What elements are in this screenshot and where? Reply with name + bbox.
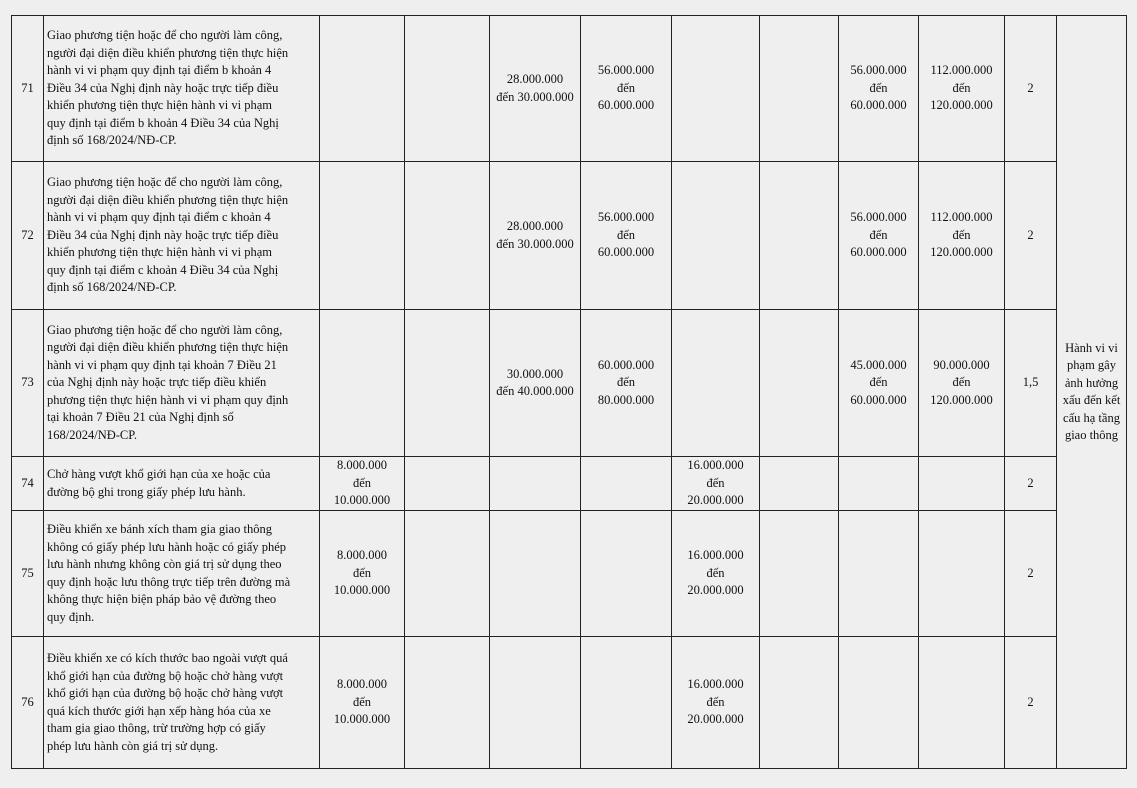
description-line: khổ giới hạn của đường bộ hoặc chở hàng vượt <box>47 686 284 700</box>
description-line: hành vi vi phạm quy định tại điểm b khoản 4 <box>47 63 272 78</box>
description-line: người đại diện điều khiển phương tiện thực hiện <box>47 45 289 60</box>
fine-cell-c5 <box>672 162 760 310</box>
fine-cell-c2 <box>405 637 490 769</box>
fine-cell-c1: 8.000.000 đến 10.000.000 <box>320 511 405 637</box>
fine-cell-c3: 28.000.000 đến 30.000.000 <box>490 162 581 310</box>
fine-cell-c7: 56.000.000 đến 60.000.000 <box>839 162 919 310</box>
description-line: 168/2024/NĐ-CP. <box>47 427 137 442</box>
fine-cell-c6 <box>760 457 839 511</box>
points-cell: 2 <box>1005 457 1057 511</box>
description-line: hành vi vi phạm quy định tại điểm c khoản 4 <box>47 210 271 225</box>
description-line: quy định tại điểm b khoản 4 Điều 34 của Nghị <box>47 115 279 130</box>
fine-cell-c4: 56.000.000 đến 60.000.000 <box>581 162 672 310</box>
table-row <box>12 511 1127 637</box>
row-number: 72 <box>12 162 44 310</box>
fines-table <box>11 15 1127 769</box>
description-line: quá kích thước giới hạn xếp hàng hóa của xe <box>47 703 271 718</box>
table-row <box>12 162 1127 310</box>
description-line: Điều 34 của Nghị định này hoặc trực tiếp điều <box>47 80 279 95</box>
row-number: 76 <box>12 637 44 769</box>
fine-cell-c2 <box>405 16 490 162</box>
violation-description <box>44 637 320 769</box>
points-cell: 1,5 <box>1005 310 1057 457</box>
violation-description <box>44 511 320 637</box>
fine-cell-c3 <box>490 637 581 769</box>
fine-cell-c7 <box>839 511 919 637</box>
description-line: định số 168/2024/NĐ-CP. <box>47 280 177 295</box>
description-line: Chở hàng vượt khổ giới hạn của xe hoặc của <box>47 467 271 481</box>
fine-cell-c2 <box>405 457 490 511</box>
fine-cell-c6 <box>760 310 839 457</box>
violation-description <box>44 16 320 162</box>
fine-cell-c7 <box>839 637 919 769</box>
description-line: định số 168/2024/NĐ-CP. <box>47 133 177 148</box>
fine-cell-c4: 56.000.000 đến 60.000.000 <box>581 16 672 162</box>
fine-cell-c1: 8.000.000 đến 10.000.000 <box>320 457 405 511</box>
fine-cell-c2 <box>405 162 490 310</box>
row-number: 75 <box>12 511 44 637</box>
row-number: 74 <box>12 457 44 511</box>
description-line: Giao phương tiện hoặc để cho người làm công, <box>47 28 283 43</box>
points-cell: 2 <box>1005 162 1057 310</box>
table-row <box>12 637 1127 769</box>
fine-cell-c5: 16.000.000 đến 20.000.000 <box>672 637 760 769</box>
description-line: khổ giới hạn của đường bộ hoặc chở hàng vượt <box>47 668 284 683</box>
fine-cell-c4 <box>581 511 672 637</box>
description-line: quy định hoặc lưu thông trực tiếp trên đường mà <box>47 574 291 589</box>
fine-cell-c5: 16.000.000 đến 20.000.000 <box>672 457 760 511</box>
description-line: khiển phương tiện thực hiện hành vi vi phạm <box>47 245 272 260</box>
description-line: quy định. <box>47 609 95 624</box>
fine-cell-c4 <box>581 457 672 511</box>
description-line: phương tiện thực hiện hành vi vi phạm quy định <box>47 392 289 407</box>
fine-cell-c1 <box>320 16 405 162</box>
description-line: Giao phương tiện hoặc để cho người làm công, <box>47 322 283 337</box>
table-row <box>12 16 1127 162</box>
fine-cell-c2 <box>405 511 490 637</box>
description-line: Điều khiển xe bánh xích tham gia giao thông <box>47 522 272 536</box>
fine-cell-c3 <box>490 457 581 511</box>
fine-cell-c8: 90.000.000 đến 120.000.000 <box>919 310 1005 457</box>
description-line: đường bộ ghi trong giấy phép lưu hành. <box>47 484 246 499</box>
violation-description <box>44 162 320 310</box>
table-row <box>12 457 1127 511</box>
points-cell: 2 <box>1005 16 1057 162</box>
points-cell: 2 <box>1005 511 1057 637</box>
fine-cell-c8 <box>919 511 1005 637</box>
fine-cell-c6 <box>760 637 839 769</box>
violation-description <box>44 310 320 457</box>
fine-cell-c1 <box>320 310 405 457</box>
fine-cell-c6 <box>760 162 839 310</box>
fine-cell-c2 <box>405 310 490 457</box>
row-number: 73 <box>12 310 44 457</box>
description-line: khiển phương tiện thực hiện hành vi vi phạm <box>47 98 272 113</box>
fine-cell-c3 <box>490 511 581 637</box>
fine-cell-c1 <box>320 162 405 310</box>
fine-cell-c6 <box>760 16 839 162</box>
fine-cell-c5 <box>672 310 760 457</box>
fine-cell-c3: 30.000.000 đến 40.000.000 <box>490 310 581 457</box>
description-line: lưu hành nhưng không còn giá trị sử dụng theo <box>47 557 282 571</box>
fine-cell-c4: 60.000.000 đến 80.000.000 <box>581 310 672 457</box>
description-line: Điều 34 của Nghị định này hoặc trực tiếp điều <box>47 227 279 242</box>
description-line: tham gia giao thông, trừ trường hợp có giấy <box>47 721 266 735</box>
fine-cell-c4 <box>581 637 672 769</box>
row-number: 71 <box>12 16 44 162</box>
fine-cell-c1: 8.000.000 đến 10.000.000 <box>320 637 405 769</box>
fine-cell-c8 <box>919 457 1005 511</box>
description-line: hành vi vi phạm quy định tại khoản 7 Điều 21 <box>47 357 277 372</box>
group-note: Hành vi vi phạm gây ảnh hưởng xấu đến kết cấu hạ tầng giao thông <box>1057 16 1127 769</box>
fine-cell-c3: 28.000.000 đến 30.000.000 <box>490 16 581 162</box>
fine-cell-c5 <box>672 16 760 162</box>
description-line: người đại diện điều khiển phương tiện thực hiện <box>47 192 289 207</box>
description-line: của Nghị định này hoặc trực tiếp điều khiển <box>47 375 267 390</box>
points-cell: 2 <box>1005 637 1057 769</box>
description-line: Giao phương tiện hoặc để cho người làm công, <box>47 175 283 190</box>
description-line: phép lưu hành còn giá trị sử dụng. <box>47 738 219 753</box>
fine-cell-c6 <box>760 511 839 637</box>
description-line: quy định tại điểm c khoản 4 Điều 34 của Nghị <box>47 262 279 277</box>
description-line: tại khoản 7 Điều 21 của Nghị định số <box>47 410 234 425</box>
fine-cell-c7 <box>839 457 919 511</box>
description-line: Điều khiển xe có kích thước bao ngoài vượt quá <box>47 651 288 665</box>
description-line: không thực hiện biện pháp bảo vệ đường theo <box>47 592 277 606</box>
fine-cell-c8 <box>919 637 1005 769</box>
violation-description <box>44 457 320 511</box>
table-row <box>12 310 1127 457</box>
fine-cell-c8: 112.000.000 đến 120.000.000 <box>919 162 1005 310</box>
fine-cell-c8: 112.000.000 đến 120.000.000 <box>919 16 1005 162</box>
fine-cell-c7: 56.000.000 đến 60.000.000 <box>839 16 919 162</box>
fine-cell-c7: 45.000.000 đến 60.000.000 <box>839 310 919 457</box>
description-line: người đại diện điều khiển phương tiện thực hiện <box>47 340 289 355</box>
fine-cell-c5: 16.000.000 đến 20.000.000 <box>672 511 760 637</box>
description-line: không có giấy phép lưu hành hoặc có giấy phép <box>47 539 287 554</box>
